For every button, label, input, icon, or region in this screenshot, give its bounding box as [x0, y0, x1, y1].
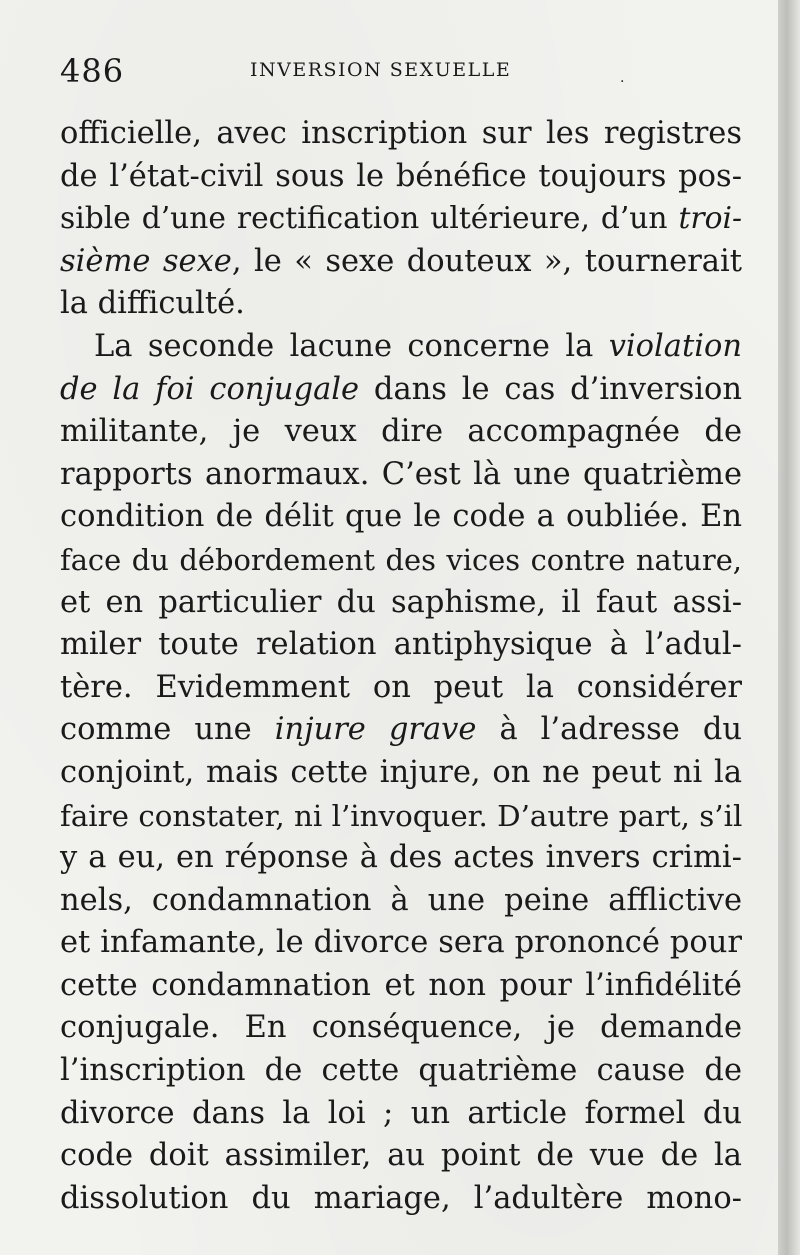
- text-line: [60, 922, 742, 965]
- text-segment: cette condamnation et non pour l’infidélité: [60, 967, 742, 1003]
- text-segment: comme une: [60, 712, 275, 748]
- text-segment: divorce dans la loi ; un article formel du: [60, 1095, 742, 1131]
- italic-text: de la foi conjugale: [60, 371, 360, 407]
- text-line: [60, 795, 742, 838]
- text-segment: officielle, avec inscription sur les registres: [60, 116, 742, 151]
- text-line: [60, 454, 742, 497]
- text-segment: à l’adresse du: [476, 712, 742, 748]
- text-segment: dissolution du mariage, l’adultère mono-: [60, 1180, 742, 1216]
- text-line: [60, 283, 742, 326]
- text-segment: y a eu, en réponse à des actes invers crimi-: [60, 840, 742, 876]
- text-line: [60, 241, 742, 284]
- text-line: [60, 113, 742, 156]
- text-segment: conjugale. En conséquence, je demande: [60, 1010, 742, 1046]
- text-segment: militante, je veux dire accompagnée de: [60, 414, 742, 450]
- text-line: [60, 667, 742, 710]
- text-line: [60, 1178, 742, 1221]
- text-segment: et infamante, le divorce sera prononcé pour: [60, 925, 742, 961]
- text-segment: condition de délit que le code a oubliée. En: [60, 499, 742, 535]
- text-line: [60, 369, 742, 412]
- italic-text: injure grave: [274, 712, 477, 748]
- text-segment: , le « sexe douteux », tournerait: [231, 243, 742, 279]
- text-segment: miler toute relation antiphysique à l’adul-: [60, 627, 742, 663]
- text-segment: sible d’une rectification ultérieure, d’un: [60, 201, 679, 237]
- text-line: [60, 582, 742, 625]
- text-segment: de l’état-civil sous le bénéfice toujours pos-: [60, 158, 742, 194]
- text-segment: tère. Evidemment on peut la considérer: [60, 669, 742, 705]
- text-segment: faire constater, ni l’invoquer. D’autre part, s’il: [60, 798, 743, 833]
- text-line: [60, 965, 742, 1008]
- text-segment: la difficulté.: [60, 286, 245, 322]
- text-segment: code doit assimiler, au point de vue de la: [60, 1138, 742, 1174]
- text-segment: l’inscription de cette quatrième cause de: [60, 1053, 742, 1089]
- running-title: INVERSION SEXUELLE: [250, 59, 512, 81]
- text-line: [60, 1007, 742, 1050]
- text-segment: conjoint, mais cette injure, on ne peut ni la: [60, 754, 742, 790]
- italic-text: sième sexe: [60, 243, 232, 279]
- text-line: [60, 1050, 742, 1093]
- text-line: [60, 1093, 742, 1136]
- text-line: [60, 837, 742, 880]
- text-line: [60, 752, 742, 795]
- page-number: 486: [60, 52, 125, 90]
- text-segment: et en particulier du saphisme, il faut assi-: [60, 584, 742, 620]
- text-line: [60, 709, 742, 752]
- italic-text: troi-: [678, 201, 742, 237]
- text-line: [60, 198, 742, 241]
- text-segment: face du débordement des vices contre nature,: [60, 542, 742, 577]
- text-line: [60, 880, 742, 923]
- text-line: [60, 539, 742, 582]
- running-head: [60, 52, 740, 92]
- text-segment: La seconde lacune concerne la: [94, 328, 609, 364]
- text-segment: nels, condamnation à une peine afflictive: [60, 882, 742, 918]
- italic-text: violation: [608, 328, 742, 364]
- text-line: [60, 624, 742, 667]
- text-line: [60, 1135, 742, 1178]
- text-segment: rapports anormaux. C’est là une quatrième: [60, 456, 742, 492]
- text-line: [60, 496, 742, 539]
- text-line: [60, 156, 742, 199]
- text-segment: dans le cas d’inversion: [359, 371, 742, 407]
- text-line: [60, 326, 742, 369]
- text-line: [60, 411, 742, 454]
- stray-mark: .: [620, 70, 625, 86]
- page-edge: [778, 0, 800, 1255]
- body-text: [60, 113, 742, 1220]
